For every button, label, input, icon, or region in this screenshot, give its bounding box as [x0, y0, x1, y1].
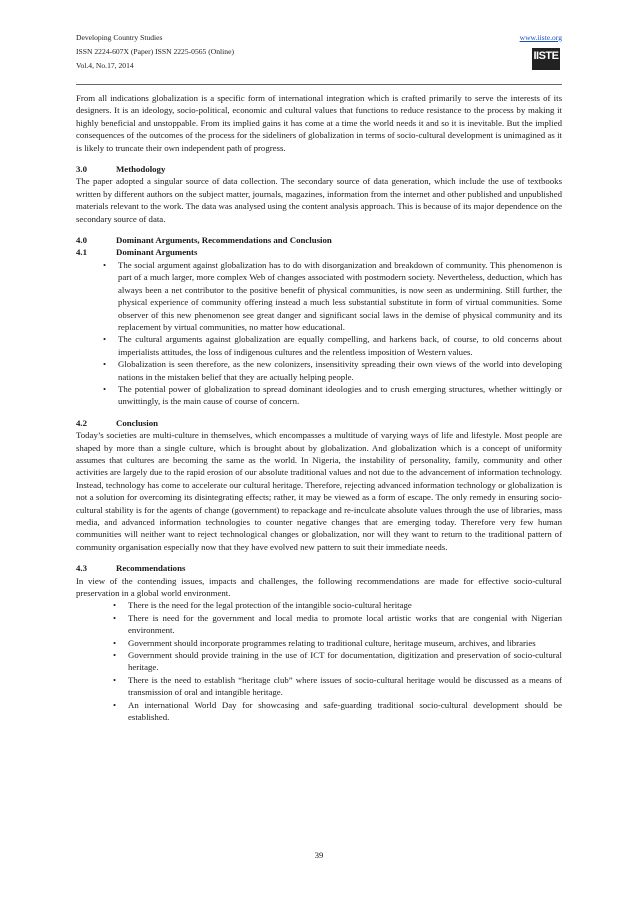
- list-item: • The potential power of globalization to spread dominant ideologies and to crush emerging structures, whether wittingly or unwittingly, is the main cause of course of concern.: [76, 383, 562, 408]
- section-3-heading: [76, 163, 562, 175]
- recommendations-intro: In view of the contending issues, impacts and challenges, the following recommendations are made for effective socio-cultural preservation in a global world environment.: [76, 575, 562, 599]
- journal-name: Developing Country Studies: [76, 33, 163, 42]
- list-item: • There is the need for the legal protection of the intangible socio-cultural heritage: [76, 599, 562, 611]
- intro-paragraph: From all indications globalization is a specific form of international integration which is crafted primarily to serve the interests of its designers. It is an ideology, socio-political, economic and cultural values that functions to reduce resistance to the process by making it highly beneficial and unstoppable. From its implied gains it has come at a time the world needs it and so it is inevitable. But the implied consequences of the outcomes of the process for the sideliners of globalization in terms of socio-cultural development is unimagined as it is likely to truncate their own independent path of progress.: [76, 93, 562, 153]
- conclusion-paragraph: Today’s societies are multi-culture in themselves, which encompasses a multitude of varying ways of life and lifestyle. Most people are shaped by more than a single culture, which is brought about by globalization. And globalization which is a concept of uniformity assumes that cultures are becoming the same as the world. In Nigeria, the instability of personality, family, community and other activities are largely due to the rapid erosion of our absolute traditional values and not due to the advancement of information technology. Instead, technology has come to accelerate our cultural heritage. Therefore, rejecting advanced information technology or globalization is not a solution for overcoming its disintegrating effects; rather, it may be viewed as a form of escape. The only remedy in ensuring socio-cultural stability is for the agents of change (government) to repackage and re-inculcate absolute values through the use of libraries, mass media, and advanced information technologies to counter negative changes that are emerging today. Therefore very few human communities will neither want to reject technological changes or globalization, nor will they want to return to the traditional pattern of community organisation especially now that they have evolved new pattern to suit their immediate needs.: [76, 430, 562, 552]
- section-title: Dominant Arguments, Recommendations and Conclusion: [116, 235, 332, 246]
- journal-url[interactable]: www.iiste.org: [519, 33, 562, 42]
- dominant-arguments-list: [76, 259, 562, 408]
- list-item: • Government should provide training in the use of ICT for documentation, digitization and preservation of socio-cultural heritage.: [76, 649, 562, 674]
- volume-info: Vol.4, No.17, 2014: [76, 61, 134, 70]
- section-number: 4.3: [76, 563, 87, 574]
- section-number: 4.0: [76, 235, 87, 246]
- section-title: Methodology: [116, 164, 166, 175]
- iiste-logo: [532, 48, 560, 72]
- list-item: • The cultural arguments against globalization are equally compelling, and harkens back, of course, to old concerns about imperialists attitudes, the loss of indigenous cultures and the relentless imposition of Western values.: [76, 333, 562, 358]
- page-number: 39: [314, 850, 324, 860]
- list-item: • An international World Day for showcasing and safe-guarding traditional socio-cultural development should be established.: [76, 699, 562, 724]
- logo-text: IISTE: [533, 50, 559, 62]
- list-item: • Globalization is seen therefore, as the new colonizers, insensitivity spreading their own views of the world into developing nations in the mistaken belief that they are actually helping people.: [76, 358, 562, 383]
- section-number: 3.0: [76, 164, 87, 175]
- list-item: • Government should incorporate programmes relating to traditional culture, heritage museum, archives, and libraries: [76, 637, 562, 649]
- list-item: • The social argument against globalization has to do with disorganization and breakdown of community. This phenomenon is part of a much larger, more complex Web of changes associated with postmodern society. Nevertheless, deduction, which has always been a net contributor to the positive benefit of physical communities, is now seen as undermining. Still further, the physical experience of community offering instead a much less substantial substitute in form of virtual communities. Some observer of this new phenomenon see great danger and significant social laws in the demise of physical community and its replacement by virtual communities, no matter how educational.: [76, 259, 562, 333]
- section-number: 4.1: [76, 247, 87, 258]
- methodology-paragraph: The paper adopted a singular source of data collection. The secondary source of data generation, which include the use of textbooks written by different authors on the subject matter, journals, magazines, information from the internet and other published and unpublished materials relevant to the work. The data was analysed using the content analysis approach. This is because of its major dependence on the secondary source of data.: [76, 176, 562, 224]
- list-item: • There is need for the government and local media to promote local artistic works that are congenial with Nigerian environment.: [76, 612, 562, 637]
- section-4-1-heading: [76, 246, 562, 258]
- header-divider: [76, 84, 562, 85]
- section-number: 4.2: [76, 417, 87, 428]
- section-title: Conclusion: [116, 417, 159, 428]
- list-item: • There is the need to establish “heritage club” where issues of socio-cultural heritage would be discussed as a means of transmission of oral and intangible heritage.: [76, 674, 562, 699]
- section-4-heading: [76, 234, 562, 246]
- recommendations-list: [76, 599, 562, 723]
- section-title: Dominant Arguments: [116, 247, 198, 258]
- section-title: Recommendations: [116, 563, 186, 574]
- issn: ISSN 2224-607X (Paper) ISSN 2225-0565 (Online): [76, 47, 234, 56]
- section-4-3-heading: [76, 562, 562, 574]
- section-4-2-heading: [76, 417, 562, 429]
- page-body: [76, 92, 562, 724]
